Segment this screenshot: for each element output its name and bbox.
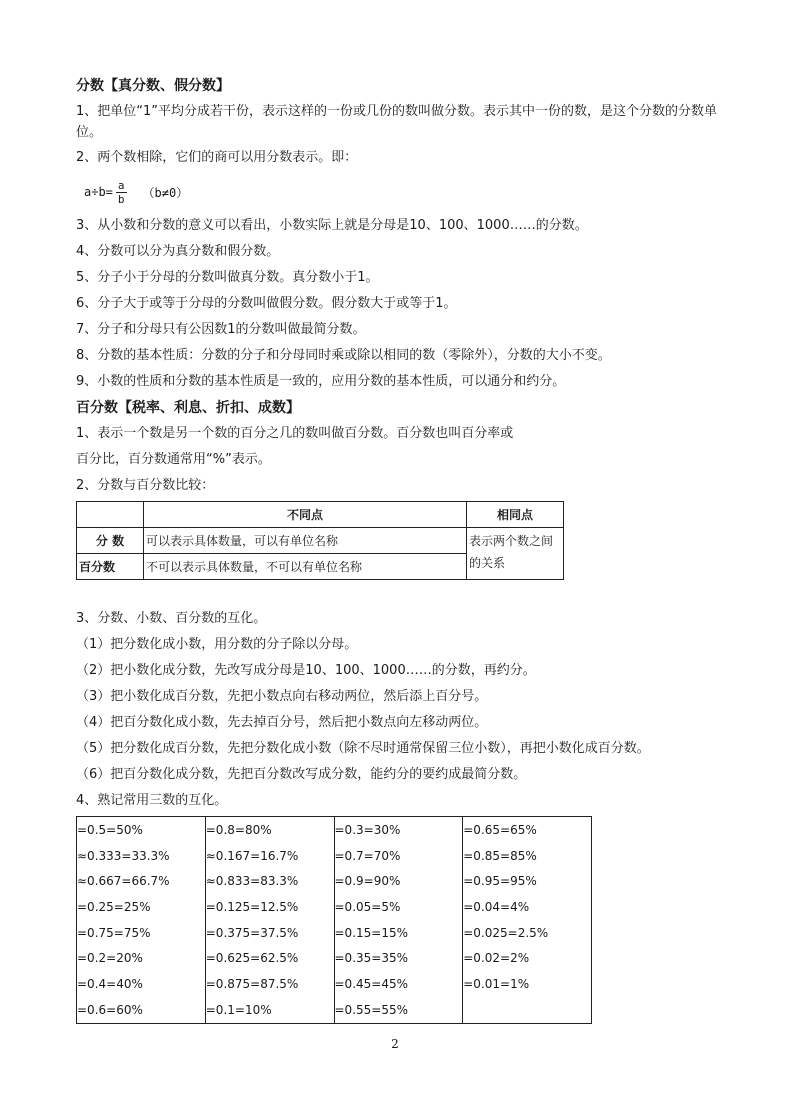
conversion-cell: =0.02=2%: [463, 945, 592, 971]
conversion-cell: =0.4=40%: [77, 971, 206, 997]
fraction-item-2: 2、两个数相除，它们的商可以用分数表示。即：: [76, 150, 358, 165]
conversion-cell: =0.75=75%: [77, 920, 206, 946]
fraction-difference: 可以表示具体数量，可以有单位名称: [144, 528, 467, 554]
section-fraction-title: 分数【真分数、假分数】: [76, 78, 230, 94]
common-conversion-table: [76, 816, 592, 1024]
conversion-cell: ≈0.833=83.3%: [205, 868, 334, 894]
row-label-percent: 百分数: [77, 554, 144, 580]
formula-fraction: [116, 179, 127, 206]
header-different: 不同点: [144, 502, 467, 528]
table-row: [77, 920, 592, 946]
fraction-item-6: 6、分子大于或等于分母的分数叫做假分数。假分数大于或等于1。: [76, 296, 457, 311]
formula-numerator: a: [117, 178, 125, 192]
conversion-cell: =0.125=12.5%: [205, 894, 334, 920]
table-row: [77, 868, 592, 894]
conversion-cell: =0.55=55%: [334, 997, 463, 1023]
conversion-step-4: （4）把百分数化成小数，先去掉百分号，然后把小数点向左移动两位。: [76, 715, 488, 730]
section-percent-title: 百分数【税率、利息、折扣、成数】: [76, 400, 300, 416]
table-row: [77, 945, 592, 971]
conversion-cell: =0.6=60%: [77, 997, 206, 1023]
conversion-cell: =0.5=50%: [77, 817, 206, 843]
fraction-item-5: 5、分子小于分母的分数叫做真分数。真分数小于1。: [76, 270, 379, 285]
conversion-steps-list: [76, 632, 726, 788]
fraction-items-list: [76, 213, 726, 395]
conversion-cell: =0.3=30%: [334, 817, 463, 843]
fraction-percent-compare-table: [76, 501, 564, 580]
conversion-step-6: （6）把百分数化成分数，先把百分数改写成分数，能约分的要约成最简分数。: [76, 767, 527, 782]
conversion-cell: [463, 997, 592, 1023]
conversion-cell: =0.7=70%: [334, 843, 463, 869]
formula-denominator: b: [117, 192, 125, 206]
conversion-cell: ≈0.667=66.7%: [77, 868, 206, 894]
page-number: 2: [391, 1037, 399, 1051]
conversion-cell: =0.04=4%: [463, 894, 592, 920]
fraction-item-8: 8、分数的基本性质：分数的分子和分母同时乘或除以相同的数（零除外），分数的大小不变。: [76, 348, 611, 363]
formula-lhs: a÷b=: [84, 185, 113, 199]
table-row: [77, 528, 564, 554]
fraction-item-3: 3、从小数和分数的意义可以看出，小数实际上就是分母是10、100、1000……的分数。: [76, 218, 588, 233]
table-row: [77, 843, 592, 869]
conversion-cell: ≈0.333=33.3%: [77, 843, 206, 869]
conversion-step-5: （5）把分数化成百分数，先把分数化成小数（除不尽时通常保留三位小数），再把小数化成百分数。: [76, 741, 650, 756]
conversion-cell: =0.45=45%: [334, 971, 463, 997]
conversion-cell: =0.375=37.5%: [205, 920, 334, 946]
common-point: 表示两个数之间的关系: [467, 528, 564, 580]
percent-item-1-line-1: 1、表示一个数是另一个数的百分之几的数叫做百分数。百分数也叫百分率或: [76, 426, 514, 441]
conversion-cell: =0.65=65%: [463, 817, 592, 843]
fraction-item-9: 9、小数的性质和分数的基本性质是一致的，应用分数的基本性质，可以通分和约分。: [76, 374, 566, 389]
table-corner-cell: [77, 502, 144, 528]
percent-item-3: 3、分数、小数、百分数的互化。: [76, 611, 267, 626]
table-row: [77, 997, 592, 1023]
conversion-cell: =0.2=20%: [77, 945, 206, 971]
table-row: [77, 502, 564, 528]
percent-item-4: 4、熟记常用三数的互化。: [76, 793, 228, 808]
conversion-cell: =0.15=15%: [334, 920, 463, 946]
fraction-item-1: 1、把单位“1”平均分成若干份，表示这样的一份或几份的数叫做分数。表示其中一份的数，是这个分数的分数单位。: [76, 104, 718, 140]
table-row: [77, 894, 592, 920]
conversion-cell: =0.35=35%: [334, 945, 463, 971]
percent-item-1-line-2: 百分比，百分数通常用“%”表示。: [76, 452, 271, 467]
conversion-cell: =0.1=10%: [205, 997, 334, 1023]
table-row: [77, 817, 592, 843]
conversion-cell: =0.95=95%: [463, 868, 592, 894]
conversion-step-3: （3）把小数化成百分数，先把小数点向右移动两位，然后添上百分号。: [76, 689, 488, 704]
conversion-cell: =0.01=1%: [463, 971, 592, 997]
table-row: [77, 971, 592, 997]
formula-condition: （b≠0）: [142, 185, 189, 200]
conversion-cell: =0.875=87.5%: [205, 971, 334, 997]
conversion-step-2: （2）把小数化成分数，先改写成分母是10、100、1000……的分数，再约分。: [76, 663, 536, 678]
document-page: [76, 74, 726, 1024]
conversion-cell: =0.9=90%: [334, 868, 463, 894]
conversion-step-1: （1）把分数化成小数，用分数的分子除以分母。: [76, 637, 358, 652]
conversion-cell: =0.25=25%: [77, 894, 206, 920]
conversion-cell: =0.85=85%: [463, 843, 592, 869]
header-same: 相同点: [467, 502, 564, 528]
fraction-item-7: 7、分子和分母只有公因数1的分数叫做最简分数。: [76, 322, 366, 337]
conversion-cell: =0.625=62.5%: [205, 945, 334, 971]
conversion-cell: =0.8=80%: [205, 817, 334, 843]
division-fraction-formula: [76, 171, 726, 213]
row-label-fraction: 分 数: [77, 528, 144, 554]
fraction-item-4: 4、分数可以分为真分数和假分数。: [76, 244, 280, 259]
conversion-cell: ≈0.167=16.7%: [205, 843, 334, 869]
conversion-cell: =0.025=2.5%: [463, 920, 592, 946]
conversion-cell: =0.05=5%: [334, 894, 463, 920]
percent-difference: 不可以表示具体数量，不可以有单位名称: [144, 554, 467, 580]
percent-item-2: 2、分数与百分数比较：: [76, 478, 215, 493]
